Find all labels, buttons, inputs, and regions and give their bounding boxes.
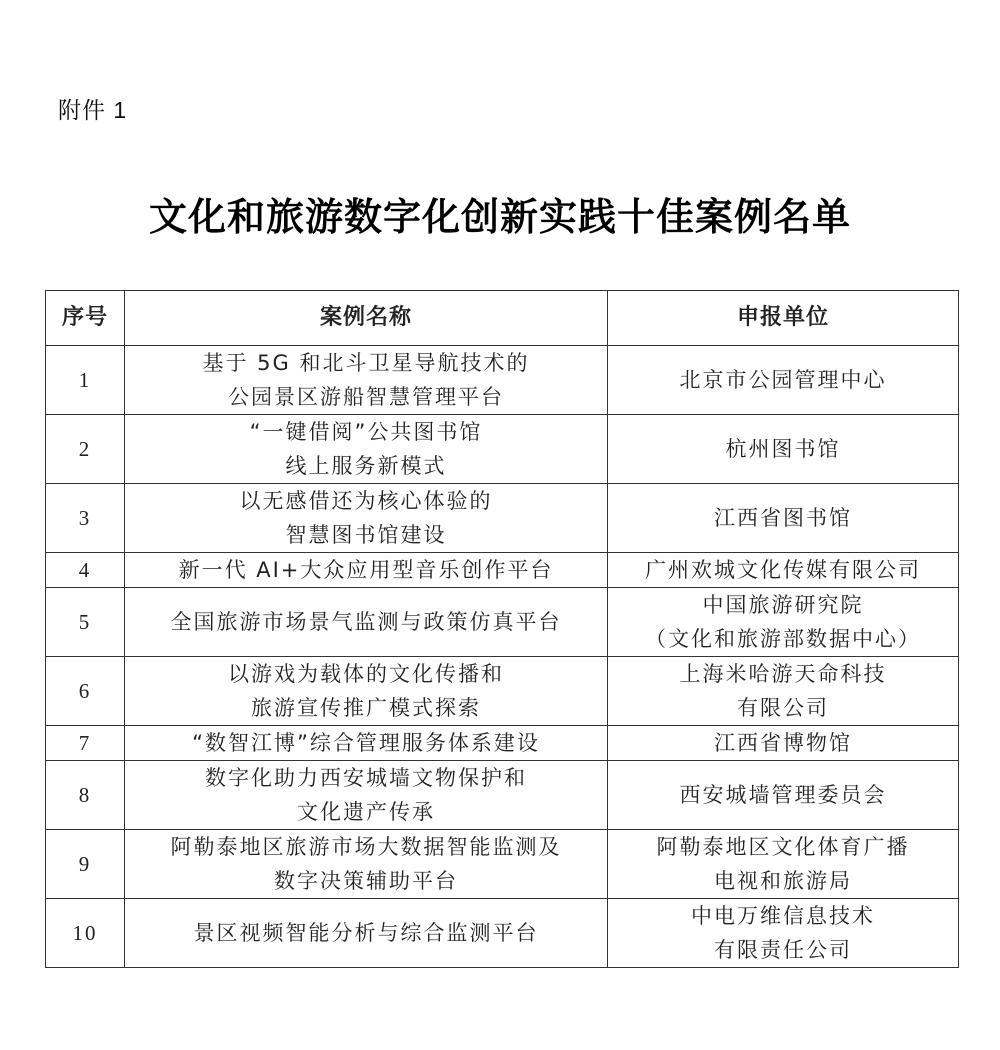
table-row [46,553,959,588]
header-applicant-unit: 申报单位 [608,291,959,346]
case-name [125,415,608,484]
table-row [46,346,959,415]
case-name [125,553,608,588]
table-row [46,657,959,726]
applicant-unit [608,830,959,899]
unit-line: 中电万维信息技术 [691,904,875,928]
unit-line: 广州欢城文化传媒有限公司 [645,558,921,582]
case-name [125,830,608,899]
header-case-name: 案例名称 [125,291,608,346]
row-number: 3 [46,484,125,553]
case-name [125,346,608,415]
case-name [125,899,608,968]
table-row [46,899,959,968]
applicant-unit [608,726,959,761]
unit-line: 有限责任公司 [714,938,852,962]
row-number: 1 [46,346,125,415]
case-name-line: 智慧图书馆建设 [285,523,447,547]
case-name-line: 文化遗产传承 [297,800,435,824]
row-number: 9 [46,830,125,899]
row-number: 7 [46,726,125,761]
row-number: 4 [46,553,125,588]
case-name-line: 阿勒泰地区旅游市场大数据智能监测及 [170,835,562,859]
table-row [46,415,959,484]
case-name-line: “一键借阅”公共图书馆 [249,420,483,444]
case-name-line: 景区视频智能分析与综合监测平台 [193,921,539,945]
row-number: 2 [46,415,125,484]
unit-line: 杭州图书馆 [725,437,841,461]
unit-line: （文化和旅游部数据中心） [645,627,921,651]
unit-line: 电视和旅游局 [714,869,852,893]
applicant-unit [608,899,959,968]
case-name [125,761,608,830]
applicant-unit [608,588,959,657]
case-name-line: 以游戏为载体的文化传播和 [228,662,504,686]
header-number: 序号 [46,291,125,346]
unit-line: 上海米哈游天命科技 [679,662,887,686]
applicant-unit [608,346,959,415]
table-row [46,761,959,830]
row-number: 6 [46,657,125,726]
row-number: 10 [46,899,125,968]
case-name-line: 数字决策辅助平台 [274,869,458,893]
unit-line: 江西省博物馆 [714,731,852,755]
unit-line: 阿勒泰地区文化体育广播 [656,835,910,859]
applicant-unit [608,415,959,484]
table-row [46,726,959,761]
attachment-label: 附件 1 [58,97,128,123]
applicant-unit [608,657,959,726]
case-name [125,657,608,726]
unit-line: 有限公司 [737,696,829,720]
table-header-row [46,291,959,346]
case-name [125,588,608,657]
case-name [125,484,608,553]
row-number: 5 [46,588,125,657]
unit-line: 北京市公园管理中心 [679,368,887,392]
unit-line: 江西省图书馆 [714,506,852,530]
case-name-line: 以无感借还为核心体验的 [239,489,493,513]
case-name-line: 新一代 AI+大众应用型音乐创作平台 [178,558,554,582]
applicant-unit [608,761,959,830]
table-row [46,830,959,899]
case-name-line: 线上服务新模式 [285,454,447,478]
table-row [46,588,959,657]
unit-line: 中国旅游研究院 [702,593,864,617]
case-name-line: 公园景区游船智慧管理平台 [228,385,504,409]
document-title: 文化和旅游数字化创新实践十佳案例名单 [148,194,851,239]
row-number: 8 [46,761,125,830]
case-name-line: 旅游宣传推广模式探索 [251,696,481,720]
cases-table [45,290,959,968]
case-name [125,726,608,761]
table-row [46,484,959,553]
case-name-line: “数智江博”综合管理服务体系建设 [192,731,540,755]
unit-line: 西安城墙管理委员会 [679,783,887,807]
case-name-line: 基于 5G 和北斗卫星导航技术的 [202,351,530,375]
applicant-unit [608,553,959,588]
case-name-line: 数字化助力西安城墙文物保护和 [205,766,527,790]
applicant-unit [608,484,959,553]
case-name-line: 全国旅游市场景气监测与政策仿真平台 [170,610,562,634]
